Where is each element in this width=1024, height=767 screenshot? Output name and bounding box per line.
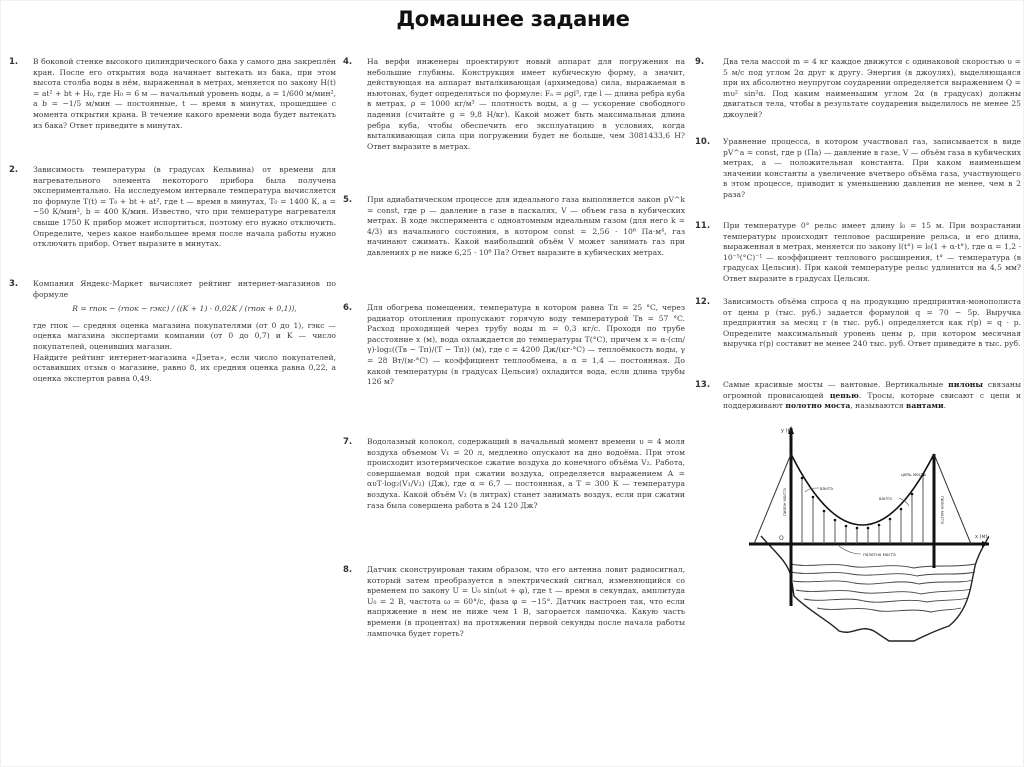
problem-text: На верфи инженеры проектируют новый аппарат для погружения на небольшие глубины. Конструкция имеет кубическую форму, а значит, действующая на аппарат выталкивающая (архимедова) сила, выражаемая в ньютонах, будет определяться по формуле: Fₐ = ρgl³, где l — длина ребра куба в метрах, ρ = 1000 кг/м³ — плотность воды, а g — ускорение свободного падения (считайте g = 9,8 Н/кг). Какой может быть максимальная длина ребра куба, чтобы обеспечить его эксплуатацию в условиях, когда выталкивающая сила при погружении будет не больше, чем 3081433,6 Н? Ответ выразите в метрах.	[367, 57, 685, 151]
problem-text: В боковой стенке высокого цилиндрического бака у самого дна закреплён кран. После его открытия вода начинает вытекать из бака, при этом высота столба воды в нём, выраженная в метрах, меняется по закону H(t) = at² + bt + H₀, где H₀ = 6 м — начальный уровень воды, a = 1/600 м/мин², а b = −1/5 м/мин — постоянные, t — время в минутах, прошедшее с момента открытия крана. В течение какого времени вода будет вытекать из бака? Ответ приведите в минутах.	[33, 57, 336, 130]
label-left-pylon: пилон моста	[782, 488, 787, 516]
chain-nodes	[801, 474, 925, 530]
problem-task: Найдите рейтинг интернет-магазина «Дзета», если число покупателей, оставивших отзыв о магазине, равно 8, их средняя оценка равна 0,22, а оценка экспертов равна 0,49.	[33, 352, 336, 383]
problem-number: 11.	[695, 221, 711, 231]
problem-text: Зависимость объёма спроса q на продукцию предприятия-монополиста от цены p (тыс. руб.) задается формулой q = 70 − 5p. Выручка предприятия за месяц r (в тыс. руб.) определяется как r(p) = q · p. Определите максимальный уровень цены p, при котором месячная выручка r(p) составит не менее 240 тыс. руб. Ответ приведите в тыс. руб.	[723, 297, 1021, 349]
water-waves	[791, 564, 975, 612]
text-part: Самые красивые мосты — вантовые. Вертикальные	[723, 380, 949, 389]
problem-number: 1.	[9, 57, 19, 67]
problem-number: 4.	[343, 57, 353, 67]
text-part: связаны огромной провисающей	[723, 380, 1021, 400]
label-chain: цепь моста	[901, 472, 926, 477]
problem-number: 6.	[343, 303, 353, 313]
problem-number: 2.	[9, 165, 19, 175]
right-anchor-cable	[934, 454, 971, 544]
page-title: Домашнее задание	[396, 7, 630, 31]
problem-number: 8.	[343, 565, 353, 575]
y-axis-label: y (м)	[781, 428, 794, 434]
problem-text: При адиабатическом процессе для идеального газа выполняется закон pV^k = const, где p — давление в газе в паскалях, V — объем газа в кубических метрах. В ходе эксперимента с одноатомным идеальным газом (для него k = 4/3) из начального состояния, в котором const = 2,56 · 10⁶ Па·м⁴, газ начинают сжимать. Какой наибольший объём V может занимать газ при давлениях p не ниже 6,25 · 10⁶ Па? Ответ выразите в кубических метрах.	[367, 195, 685, 257]
origin-label: O	[779, 535, 784, 542]
label-vanta-right: ванта	[879, 496, 892, 501]
term-vantas: вантами	[906, 401, 944, 411]
problem-number: 9.	[695, 57, 705, 67]
rating-formula: R = rпок − (rпок − rэкс) / ((K + 1) · 0,02K / (rпок + 0,1)),	[72, 304, 297, 314]
text-part: .	[943, 401, 947, 411]
label-right-pylon: пилон моста	[940, 496, 945, 524]
problem-text: При температуре 0° рельс имеет длину l₀ = 15 м. При возрастании температуры происходит тепловое расширение рельса, и его длина, выраженная в метрах, меняется по закону l(t°) = l₀(1 + α·t°), где α = 1,2 · 10⁻⁵(°C)⁻¹ — коэффициент теплового расширения, t° — температура (в градусах Цельсия). При какой температуре рельс удлинится на 4,5 мм? Ответ выразите в градусах Цельсия.	[723, 221, 1021, 283]
problem-definitions: где rпок — средняя оценка магазина покупателями (от 0 до 1), rэкс — оценка магазина экспертами компании (от 0 до 0,7) и K — число покупателей, оценивших магазин.	[33, 320, 336, 351]
text-part: , называются	[850, 401, 907, 411]
problem-text	[723, 380, 1021, 412]
bridge-diagram	[739, 426, 989, 671]
label-deck: полотно моста	[863, 552, 896, 557]
problem-text: Зависимость температуры (в градусах Кельвина) от времени для нагревательного элемента некоторого прибора была получена экспериментально. На исследуемом интервале температура вычисляется по формуле T(t) = T₀ + bt + at², где t — время в минутах, T₀ = 1400 К, a = −50 К/мин², b = 400 К/мин. Известно, что при температуре нагревателя свыше 1750 К прибор может испортиться, поэтому его нужно отключить. Определите, через какое наибольшее время после начала работы нужно отключить прибор. Ответ выразите в минутах.	[33, 165, 336, 249]
leader-deck	[839, 546, 861, 554]
problem-body	[33, 279, 336, 384]
problem-text: Два тела массой m = 4 кг каждое движутся с одинаковой скоростью υ = 5 м/с под углом 2α друг к другу. Энергия (в джоулях), выделяющаяся при их абсолютно неупругом соударении определяется выражением Q = mυ² sin²α. Под каким наименьшим углом 2α (в градусах) должны двигаться тела, чтобы в результате соударения выделилось не менее 25 джоулей?	[723, 57, 1021, 119]
x-axis-label: x (м)	[975, 534, 988, 540]
label-vanta-left: ванта	[820, 486, 833, 491]
problem-text: Для обогрева помещения, температура в котором равна Tп = 25 °C, через радиатор отопления пропускают горячую воду температурой Tв = 57 °C. Расход проходящей через трубу воды m = 0,3 кг/с. Проходя по трубе расстояние x (м), вода охлаждается до температуры T(°C), причем x = α·(cm/γ)·log₂((Tв − Tп)/(T − Tп)) (м), где c = 4200 Дж/(кг·°C) — теплоёмкость воды, γ = 28 Вт/(м·°C) — коэффициент теплообмена, а α = 1,4 — постоянная. До какой температуры (в градусах Цельсия) охладится вода, если длина трубы 126 м?	[367, 303, 685, 387]
problem-number: 10.	[695, 137, 711, 147]
problem-number: 3.	[9, 279, 19, 289]
problem-number: 12.	[695, 297, 711, 307]
problem-intro: Компания Яндекс-Маркет вычисляет рейтинг интернет-магазинов по формуле	[33, 279, 336, 299]
term-deck: полотно моста	[785, 401, 851, 411]
problem-text: Водолазный колокол, содержащий в начальный момент времени υ = 4 моля воздуха объемом V₁ = 20 л, медленно опускают на дно водоёма. При этом происходит изотермическое сжатие воздуха до конечного объёма V₂. Работа, совершаемая водой при сжатии воздуха, определяется выражением A = αυT·log₂(V₁/V₂) (Дж), где α = 6,7 — постоянная, а T = 300 К — температура воздуха. Какой объём V₂ (в литрах) станет занимать воздух, если при сжатии газа была совершена работа в 24 120 Дж?	[367, 437, 685, 510]
text-part: . Тросы, которые свисают с цепи и поддерживают	[723, 390, 1022, 411]
problem-text: Датчик сконструирован таким образом, что его антенна ловит радиосигнал, который затем преобразуется в электрический сигнал, изменяющийся со временем по закону U = U₀ sin(ωt + φ), где t — время в секундах, амплитуда U₀ = 2 В, частота ω = 60°/с, фаза φ = −15°. Датчик настроен так, что если напряжение в нем не ниже чем 1 В, загорается лампочка. Какую часть времени (в процентах) на протяжении первой секунды после начала работы лампочка будет гореть?	[367, 565, 685, 638]
bridge-chain	[791, 454, 934, 525]
term-chain: цепью	[829, 390, 859, 400]
problem-number: 5.	[343, 195, 353, 205]
problem-number: 7.	[343, 437, 353, 447]
problem-number: 13.	[695, 380, 711, 390]
term-pylons: пилоны	[948, 380, 983, 389]
problem-text: Уравнение процесса, в котором участвовал газ, записывается в виде pV^a = const, где p (Па) — давление в газе, V — объём газа в кубических метрах, a — положительная константа. При каком наименьшем значении константы a увеличение вчетверо объёма газа, участвующего в этом процессе, приводит к уменьшению давления не менее, чем в 2 раза?	[723, 137, 1021, 199]
